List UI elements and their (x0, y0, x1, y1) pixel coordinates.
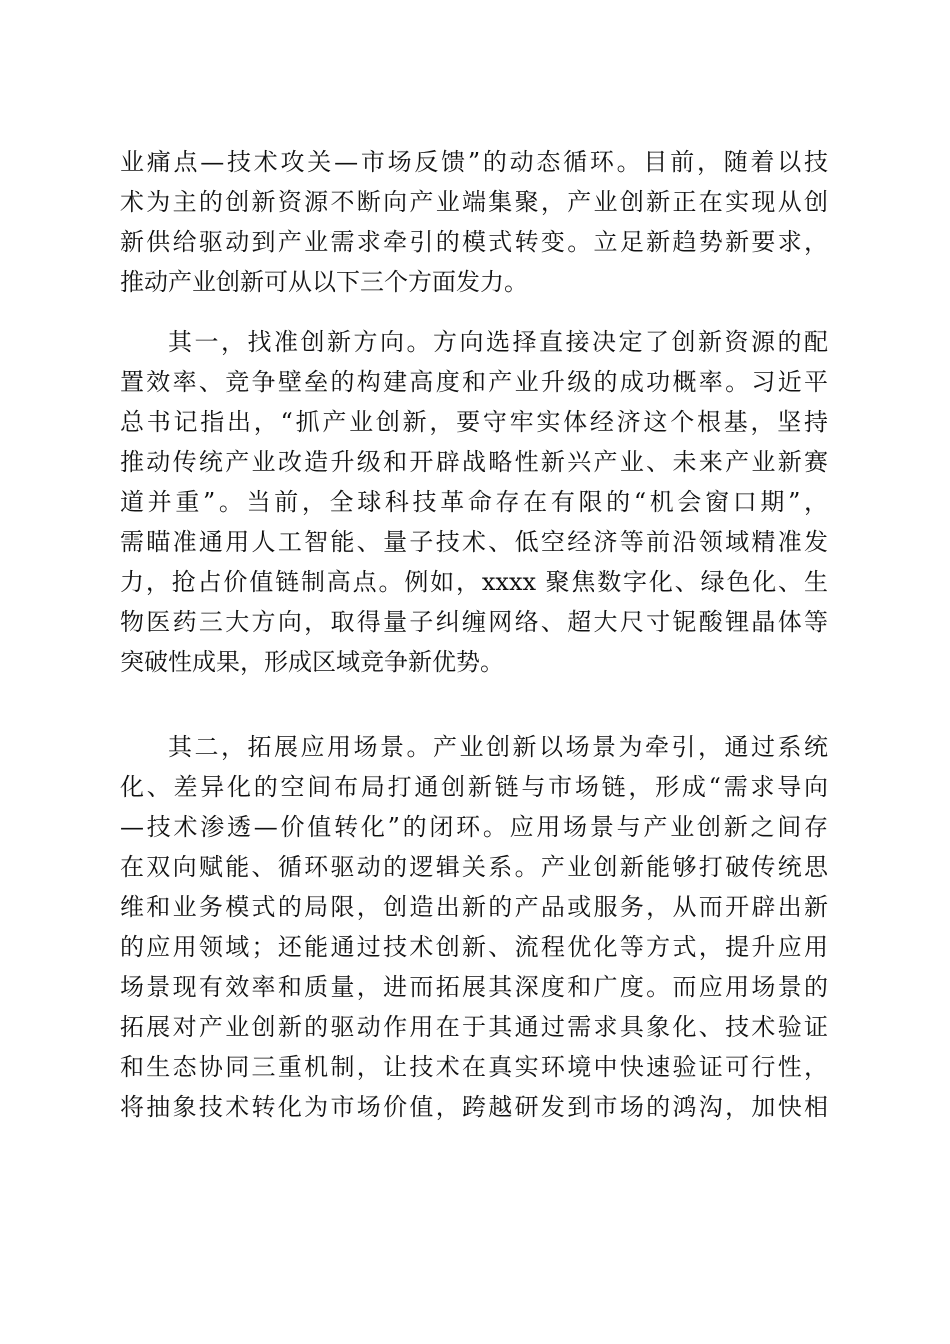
text-line: 的应用领域；还能通过技术创新、流程优化等方式，提升应用 (120, 933, 828, 961)
text-line: 术为主的创新资源不断向产业端集聚，产业创新正在实现从创 (120, 188, 828, 216)
text-line: 场景现有效率和质量，进而拓展其深度和广度。而应用场景的 (120, 973, 828, 1001)
text-line: 推动产业创新可从以下三个方面发力。 (120, 268, 528, 296)
text-line: 其二，拓展应用场景。产业创新以场景为牵引，通过系统 (168, 733, 828, 761)
text-line: 总书记指出，“抓产业创新，要守牢实体经济这个根基，坚持 (120, 408, 828, 436)
text-line: 突破性成果，形成区域竞争新优势。 (120, 648, 504, 676)
text-line: 物医药三大方向，取得量子纠缠网络、超大尺寸铌酸锂晶体等 (120, 608, 828, 636)
text-line: —技术渗透—价值转化”的闭环。应用场景与产业创新之间存 (120, 813, 828, 841)
text-line: 拓展对产业创新的驱动作用在于其通过需求具象化、技术验证 (120, 1013, 828, 1041)
text-line: 和生态协同三重机制，让技术在真实环境中快速验证可行性， (120, 1053, 828, 1081)
paragraph-3 (120, 727, 828, 1127)
paragraph-2 (120, 322, 828, 682)
text-line: 需瞄准通用人工智能、量子技术、低空经济等前沿领域精准发 (120, 528, 828, 556)
text-line: 新供给驱动到产业需求牵引的模式转变。立足新趋势新要求， (120, 228, 828, 256)
text-line: 维和业务模式的局限，创造出新的产品或服务，从而开辟出新 (120, 893, 828, 921)
text-line: 置效率、竞争壁垒的构建高度和产业升级的成功概率。习近平 (120, 368, 828, 396)
text-line: 将抽象技术转化为市场价值，跨越研发到市场的鸿沟，加快相 (120, 1093, 828, 1121)
paragraph-1 (120, 142, 828, 302)
text-line: 化、差异化的空间布局打通创新链与市场链，形成“需求导向 (120, 773, 828, 801)
text-line: 推动传统产业改造升级和开辟战略性新兴产业、未来产业新赛 (120, 448, 828, 476)
text-line: 道并重”。当前，全球科技革命存在有限的“机会窗口期”， (120, 488, 828, 516)
text-line: 力，抢占价值链制高点。例如，xxxx 聚焦数字化、绿色化、生 (120, 568, 828, 596)
text-line: 业痛点—技术攻关—市场反馈”的动态循环。目前，随着以技 (120, 148, 828, 176)
text-line: 在双向赋能、循环驱动的逻辑关系。产业创新能够打破传统思 (120, 853, 828, 881)
text-line: 其一，找准创新方向。方向选择直接决定了创新资源的配 (168, 328, 828, 356)
